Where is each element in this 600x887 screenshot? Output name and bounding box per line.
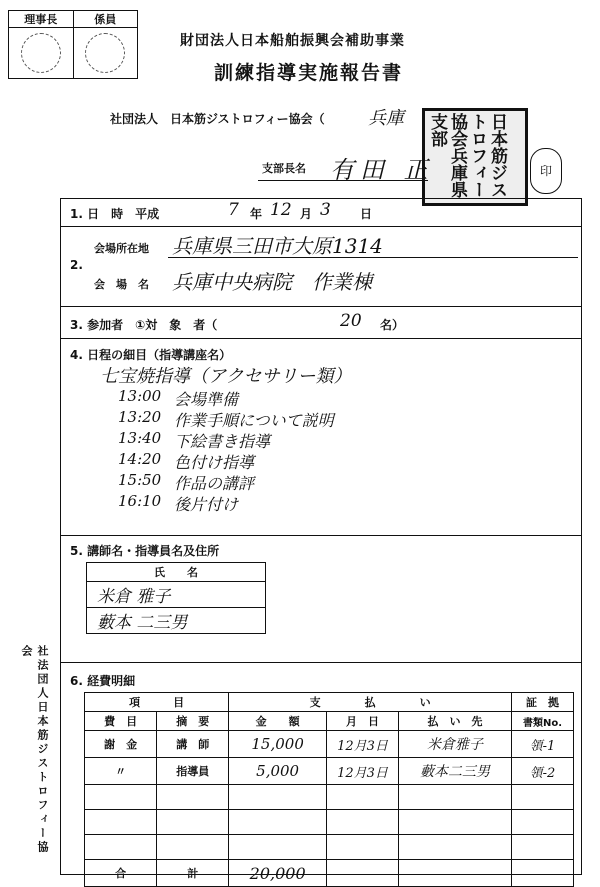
total-label-2: 計	[157, 860, 229, 887]
schedule-time: 16:10	[118, 492, 162, 510]
schedule-time: 13:20	[118, 408, 162, 426]
instructors-table	[86, 562, 266, 634]
col-type: 費 目	[85, 712, 157, 731]
schedule-item	[118, 387, 548, 408]
schedule-item	[118, 408, 548, 429]
staff-seal-cell	[73, 28, 138, 79]
expenses-header-item: 項 目	[85, 693, 229, 712]
venue-mid-line	[168, 257, 578, 258]
expense-empty-row	[85, 785, 574, 810]
director-label: 理事長	[9, 11, 74, 28]
instructor-name: 藪本 二三男	[87, 608, 266, 634]
schedule-text: 会場準備	[174, 390, 239, 409]
venue-name-value: 兵庫中央病院 作業棟	[172, 270, 372, 294]
organization-name: 社団法人 日本筋ジストロフィー協会（	[110, 112, 325, 126]
seal-mark	[530, 148, 562, 194]
expenses-header-receipt: 証 拠	[511, 693, 573, 712]
instructors-name-header: 氏 名	[87, 563, 266, 582]
participants-label: 3. 参加者 ①対 象 者（	[70, 318, 218, 332]
date-day: 3	[320, 200, 331, 220]
venue-name-label: 会 場 名	[94, 278, 149, 291]
venue-address-value: 兵庫県三田市大原1314	[172, 234, 383, 258]
expense-desc: 講 師	[157, 731, 229, 758]
expense-payee: 米倉雅子	[399, 731, 512, 758]
expense-date: 12月3日	[326, 731, 398, 758]
staff-label: 係員	[73, 11, 138, 28]
schedule-time: 13:40	[118, 429, 162, 447]
date-month: 12	[270, 200, 292, 220]
schedule-time: 15:50	[118, 471, 162, 489]
expense-amount: 15,000	[229, 731, 327, 758]
date-label: 1. 日 時 平成	[70, 207, 160, 221]
divider-1	[60, 226, 582, 227]
expense-empty-row	[85, 835, 574, 860]
seal-mark-text: 印	[539, 164, 552, 178]
total-amount: 20,000	[229, 860, 327, 887]
director-seal-cell	[9, 28, 74, 79]
expense-row	[85, 731, 574, 758]
schedule-item	[118, 471, 548, 492]
divider-2	[60, 306, 582, 307]
expense-total-row	[85, 860, 574, 887]
venue-number: 2.	[70, 258, 83, 272]
schedule-time: 14:20	[118, 450, 162, 468]
schedule-item	[118, 429, 548, 450]
branch-head-underline	[258, 180, 428, 181]
branch-head-name: 有田 正	[330, 156, 434, 184]
branch-head-label: 支部長名	[262, 162, 306, 175]
document-title: 訓練指導実施報告書	[214, 62, 404, 84]
date-section	[60, 198, 582, 226]
branch-handwritten: 兵庫	[368, 108, 404, 129]
participants-count: 20	[340, 311, 362, 331]
expense-desc: 指導員	[157, 758, 229, 785]
schedule-course: 七宝焼指導（アクセサリー類）	[100, 366, 352, 387]
col-doc: 書類No.	[511, 712, 573, 731]
expense-date: 12月3日	[326, 758, 398, 785]
schedule-text: 作業手順について説明	[174, 411, 334, 430]
schedule-text: 後片付け	[174, 495, 239, 514]
expense-amount: 5,000	[229, 758, 327, 785]
expenses-label: 6. 経費明細	[70, 674, 136, 688]
schedule-item	[118, 450, 548, 471]
expense-empty-row	[85, 810, 574, 835]
expense-doc: 領-1	[511, 731, 573, 758]
col-payee: 払 い 先	[399, 712, 512, 731]
participants-unit: 名）	[380, 318, 405, 332]
schedule-list	[118, 387, 548, 513]
expense-row	[85, 758, 574, 785]
association-stamp	[422, 108, 528, 206]
schedule-label: 4. 日程の細目（指導講座名）	[70, 348, 232, 362]
staff-seal	[85, 33, 125, 73]
instructors-label: 5. 講師名・指導員名及住所	[70, 544, 220, 558]
divider-4	[60, 535, 582, 536]
expense-payee: 藪本二三男	[399, 758, 512, 785]
date-month-label: 月	[300, 207, 313, 221]
schedule-text: 下絵書き指導	[174, 432, 271, 451]
schedule-text: 作品の講評	[174, 474, 255, 493]
schedule-time: 13:00	[118, 387, 162, 405]
venue-address-label: 会場所在地	[94, 242, 149, 255]
expense-type: 〃	[85, 758, 157, 785]
schedule-text: 色付け指導	[174, 453, 255, 472]
association-stamp-text: 日本筋ジストロフィー協会兵庫県支部	[427, 113, 507, 198]
schedule-item	[118, 492, 548, 513]
expense-type: 謝 金	[85, 731, 157, 758]
divider-3	[60, 338, 582, 339]
date-year-label: 年	[250, 207, 263, 221]
total-label-1: 合	[85, 860, 157, 887]
expenses-header-payment: 支 払 い	[229, 693, 512, 712]
date-day-label: 日	[360, 207, 373, 221]
col-amount: 金 額	[229, 712, 327, 731]
title-line1: 財団法人日本船舶振興会補助事業	[180, 33, 405, 49]
expenses-table	[84, 692, 574, 887]
divider-5	[60, 662, 582, 663]
expense-doc: 領-2	[511, 758, 573, 785]
date-year: 7	[228, 200, 239, 220]
approval-box	[8, 10, 138, 79]
instructor-name: 米倉 雅子	[87, 582, 266, 608]
side-association-text: 社法団人日本筋ジストロフィー協会	[20, 645, 49, 855]
director-seal	[21, 33, 61, 73]
col-date: 月 日	[326, 712, 398, 731]
col-desc: 摘 要	[157, 712, 229, 731]
